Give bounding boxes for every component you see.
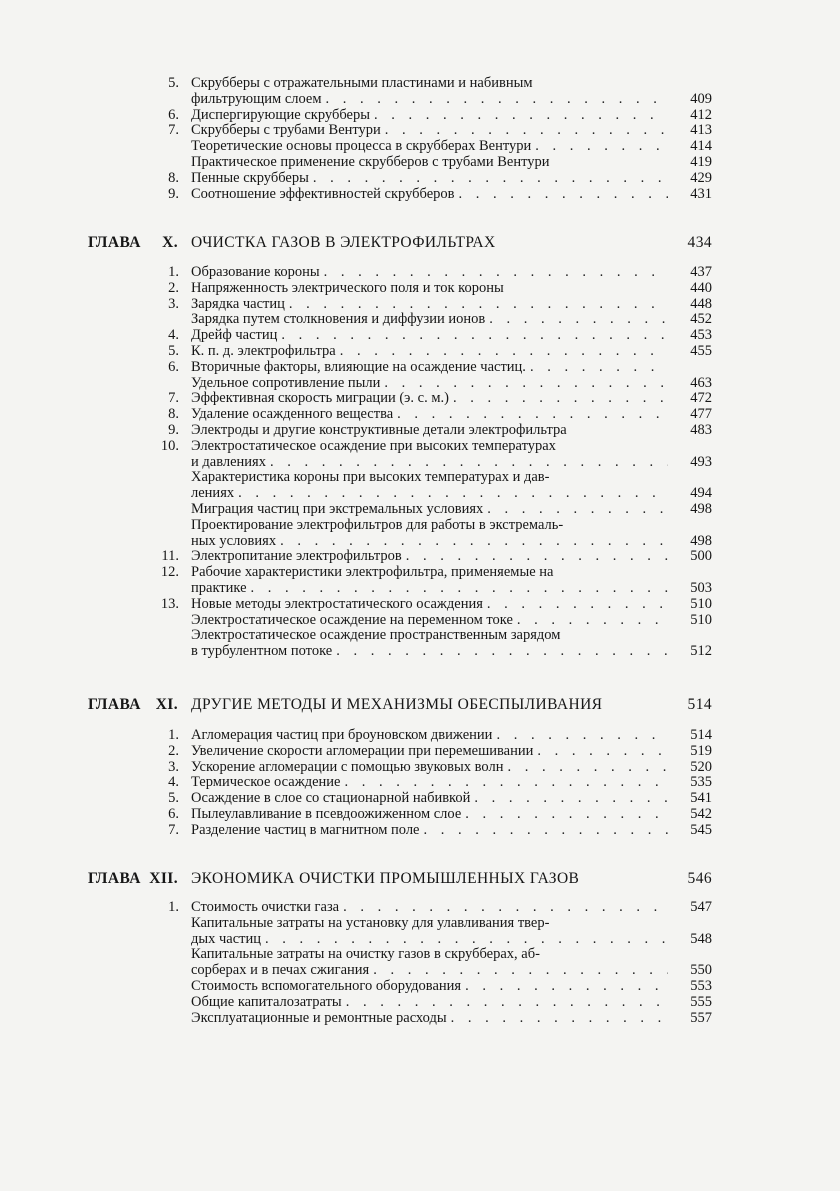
toc-entry xyxy=(88,995,712,1011)
entry-page: 520 xyxy=(690,758,712,775)
chapter-number: X. xyxy=(162,234,178,251)
chapter-word: ГЛАВА xyxy=(88,870,141,887)
toc-entry xyxy=(88,963,712,979)
entry-title-wrap xyxy=(191,92,668,108)
entry-title: лениях xyxy=(191,486,235,502)
entry-title-wrap xyxy=(191,312,668,328)
toc-entry xyxy=(88,486,712,502)
entry-title: Электростатическое осаждение на переменном токе xyxy=(191,612,513,628)
toc-section-other-methods xyxy=(88,728,712,839)
toc-entry xyxy=(88,502,712,518)
toc-entry xyxy=(88,123,712,139)
toc-entry xyxy=(88,360,712,376)
toc-entry xyxy=(88,187,712,203)
entry-page: 512 xyxy=(690,643,712,660)
entry-number: 4. xyxy=(168,774,179,791)
entry-page: 448 xyxy=(690,295,712,312)
entry-number: 1. xyxy=(168,899,179,915)
leader-dots xyxy=(322,92,668,108)
entry-title: Увеличение скорости агломерации при перемешивании xyxy=(191,743,534,759)
entry-title-wrap xyxy=(191,995,668,1011)
toc-entry xyxy=(88,807,712,823)
entry-title-wrap xyxy=(191,123,668,139)
entry-title: Проектирование электрофильтров для работы в экстремаль- xyxy=(191,517,564,533)
entry-page: 477 xyxy=(690,406,712,423)
toc-entry xyxy=(88,775,712,791)
entry-number: 8. xyxy=(168,406,179,423)
entry-number: 6. xyxy=(168,805,179,822)
entry-title: Капитальные затраты на установку для улавливания твер- xyxy=(191,915,550,931)
entry-title: Электростатическое осаждение пространственным зарядом xyxy=(191,628,561,644)
chapter-title: ЭКОНОМИКА ОЧИСТКИ ПРОМЫШЛЕННЫХ ГАЗОВ xyxy=(191,870,580,887)
leader-dots xyxy=(455,187,669,203)
entry-title-wrap xyxy=(191,963,668,979)
chapter-page: 546 xyxy=(687,870,712,887)
leader-dots xyxy=(461,807,668,823)
entry-page: 557 xyxy=(690,1009,712,1026)
toc-entry xyxy=(88,439,712,455)
leader-dots xyxy=(485,312,668,328)
toc-entry xyxy=(88,581,712,597)
chapter-page: 434 xyxy=(687,234,712,251)
entry-title-wrap xyxy=(191,760,668,776)
entry-title: Разделение частиц в магнитном поле xyxy=(191,822,420,838)
entry-title-wrap xyxy=(191,1011,668,1027)
chapter-title: ДРУГИЕ МЕТОДЫ И МЕХАНИЗМЫ ОБЕСПЫЛИВАНИЯ xyxy=(191,696,603,713)
leader-dots xyxy=(261,932,668,948)
entry-title: Пенные скрубберы xyxy=(191,170,309,186)
entry-title-wrap xyxy=(191,644,668,660)
entry-page: 412 xyxy=(690,106,712,123)
leader-dots xyxy=(483,502,668,518)
toc-entry xyxy=(88,744,712,760)
entry-page: 503 xyxy=(690,579,712,596)
entry-number: 9. xyxy=(168,421,179,438)
toc-entry xyxy=(88,597,712,613)
entry-page: 555 xyxy=(690,993,712,1010)
leader-dots xyxy=(332,644,668,660)
leader-dots xyxy=(470,791,668,807)
entry-title: Электроды и другие конструктивные детали электрофильтра xyxy=(191,422,567,438)
entry-title: и давлениях xyxy=(191,454,266,470)
entry-number: 5. xyxy=(168,790,179,807)
entry-number: 3. xyxy=(168,295,179,312)
chapter-word: ГЛАВА xyxy=(88,234,141,251)
leader-dots xyxy=(447,1011,668,1027)
leader-dots xyxy=(266,455,668,471)
entry-title: Пылеулавливание в псевдоожиженном слое xyxy=(191,806,462,822)
entry-title: Напряженность электрического поля и ток короны xyxy=(191,280,504,296)
entry-page: 510 xyxy=(690,611,712,628)
entry-page: 472 xyxy=(690,390,712,407)
entry-number: 1. xyxy=(168,264,179,280)
entry-title-wrap xyxy=(191,916,668,932)
toc-entry xyxy=(88,900,712,916)
entry-page: 548 xyxy=(690,930,712,947)
entry-title: Электростатическое осаждение при высоких температурах xyxy=(191,438,556,454)
entry-title-wrap xyxy=(191,518,668,534)
toc-entry xyxy=(88,979,712,995)
entry-title-wrap xyxy=(191,439,668,455)
entry-page: 452 xyxy=(690,311,712,328)
entry-title: Рабочие характеристики электрофильтра, применяемые на xyxy=(191,565,554,581)
entry-number: 7. xyxy=(168,390,179,407)
entry-title: Эффективная скорость миграции (э. с. м.) xyxy=(191,391,449,407)
leader-dots xyxy=(369,963,668,979)
entry-title: Дрейф частиц xyxy=(191,328,278,344)
entry-title-wrap xyxy=(191,139,668,155)
entry-page: 553 xyxy=(690,977,712,994)
entry-page: 514 xyxy=(690,727,712,743)
entry-title: Осаждение в слое со стационарной набивкой xyxy=(191,791,471,807)
leader-dots xyxy=(309,171,668,187)
entry-number: 13. xyxy=(160,595,179,612)
chapter-10-heading xyxy=(88,233,712,253)
entry-title-wrap xyxy=(191,407,668,423)
leader-dots xyxy=(393,407,668,423)
entry-title-wrap xyxy=(191,823,668,839)
entry-title: Зарядка частиц xyxy=(191,296,285,312)
toc-entry xyxy=(88,644,712,660)
entry-title: Вторичные факторы, влияющие на осаждение частиц. xyxy=(191,359,526,375)
chapter-number: XI. xyxy=(155,696,178,713)
entry-page: 455 xyxy=(690,342,712,359)
entry-title: Диспергирующие скрубберы xyxy=(191,107,370,123)
entry-title: Электропитание электрофильтров xyxy=(191,549,402,565)
entry-page: 550 xyxy=(690,962,712,979)
entry-page: 463 xyxy=(690,374,712,391)
toc-entry xyxy=(88,265,712,281)
entry-number: 4. xyxy=(168,327,179,344)
entry-title: Практическое применение скрубберов с трубами Вентури xyxy=(191,154,550,170)
entry-title: Характеристика короны при высоких температурах и дав- xyxy=(191,470,550,486)
chapter-page: 514 xyxy=(687,696,712,713)
entry-page: 498 xyxy=(690,500,712,517)
entry-number: 7. xyxy=(168,821,179,838)
toc-entry xyxy=(88,108,712,124)
entry-number: 5. xyxy=(168,75,179,91)
leader-dots xyxy=(526,360,668,376)
entry-page: 414 xyxy=(690,138,712,155)
entry-page: 541 xyxy=(690,790,712,807)
entry-title: Новые методы электростатического осаждения xyxy=(191,596,483,612)
entry-title-wrap xyxy=(191,155,668,171)
leader-dots xyxy=(234,486,668,502)
entry-title-wrap xyxy=(191,565,668,581)
entry-title-wrap xyxy=(191,549,668,565)
entry-number: 3. xyxy=(168,758,179,775)
entry-number: 8. xyxy=(168,169,179,186)
entry-title-wrap xyxy=(191,328,668,344)
entry-title-wrap xyxy=(191,775,668,791)
entry-title-wrap xyxy=(191,628,668,644)
chapter-word: ГЛАВА xyxy=(88,696,141,713)
leader-dots xyxy=(340,775,668,791)
toc-entry xyxy=(88,518,712,534)
entry-title-wrap xyxy=(191,265,668,281)
entry-page: 535 xyxy=(690,774,712,791)
toc-section-economics xyxy=(88,900,712,1026)
entry-title-wrap xyxy=(191,486,668,502)
entry-title: К. п. д. электрофильтра xyxy=(191,343,336,359)
entry-title-wrap xyxy=(191,391,668,407)
leader-dots xyxy=(276,534,668,550)
leader-dots xyxy=(461,979,668,995)
entry-title-wrap xyxy=(191,900,668,916)
entry-number: 2. xyxy=(168,279,179,296)
toc-entry xyxy=(88,565,712,581)
entry-page: 510 xyxy=(690,595,712,612)
entry-page: 419 xyxy=(690,153,712,170)
leader-dots xyxy=(420,823,669,839)
toc-entry xyxy=(88,423,712,439)
toc-entry xyxy=(88,139,712,155)
entry-title: Общие капиталозатраты xyxy=(191,994,342,1010)
entry-title: Скрубберы с трубами Вентури xyxy=(191,123,381,139)
entry-title: Скрубберы с отражательными пластинами и набивным xyxy=(191,76,533,91)
toc-entry xyxy=(88,916,712,932)
entry-number: 9. xyxy=(168,185,179,202)
entry-page: 413 xyxy=(690,122,712,139)
toc-entry xyxy=(88,281,712,297)
entry-page: 498 xyxy=(690,532,712,549)
entry-title-wrap xyxy=(191,932,668,948)
toc-entry xyxy=(88,376,712,392)
entry-page: 429 xyxy=(690,169,712,186)
toc-section-scrubbers xyxy=(88,76,712,202)
toc-entry xyxy=(88,549,712,565)
entry-title-wrap xyxy=(191,281,668,297)
toc-entry xyxy=(88,791,712,807)
entry-number: 1. xyxy=(168,727,179,743)
leader-dots xyxy=(402,549,668,565)
entry-number: 7. xyxy=(168,122,179,139)
leader-dots xyxy=(531,139,668,155)
entry-title: фильтрующим слоем xyxy=(191,91,322,107)
leader-dots xyxy=(533,744,668,760)
entry-title: Удельное сопротивление пыли xyxy=(191,375,381,391)
leader-dots xyxy=(380,376,668,392)
entry-number: 6. xyxy=(168,358,179,375)
entry-title: Эксплуатационные и ремонтные расходы xyxy=(191,1010,447,1026)
toc-entry xyxy=(88,470,712,486)
entry-number: 2. xyxy=(168,742,179,759)
entry-title: Миграция частиц при экстремальных условиях xyxy=(191,501,484,517)
entry-page: 493 xyxy=(690,453,712,470)
entry-title: сорберах и в печах сжигания xyxy=(191,963,370,979)
chapter-number: XII. xyxy=(149,870,178,887)
entry-title-wrap xyxy=(191,76,668,92)
toc-entry xyxy=(88,823,712,839)
chapter-11-heading xyxy=(88,695,712,715)
leader-dots xyxy=(381,123,668,139)
entry-title-wrap xyxy=(191,744,668,760)
toc-entry xyxy=(88,297,712,313)
entry-page: 542 xyxy=(690,805,712,822)
toc-entry xyxy=(88,455,712,471)
entry-page: 483 xyxy=(690,421,712,438)
entry-number: 12. xyxy=(160,564,179,581)
entry-title: Термическое осаждение xyxy=(191,775,341,791)
entry-page: 500 xyxy=(690,548,712,565)
toc-section-electrofilters xyxy=(88,265,712,660)
entry-title: Соотношение эффективностей скрубберов xyxy=(191,186,455,202)
entry-title: практике xyxy=(191,580,247,596)
toc-entry xyxy=(88,613,712,629)
leader-dots xyxy=(492,728,668,744)
entry-number: 10. xyxy=(160,437,179,454)
toc-entry xyxy=(88,932,712,948)
entry-title-wrap xyxy=(191,613,668,629)
entry-title: в турбулентном потоке xyxy=(191,644,333,660)
entry-title-wrap xyxy=(191,502,668,518)
entry-page: 547 xyxy=(690,899,712,915)
toc-entry xyxy=(88,760,712,776)
toc-entry xyxy=(88,312,712,328)
leader-dots xyxy=(342,995,668,1011)
entry-title-wrap xyxy=(191,108,668,124)
entry-title: Теоретические основы процесса в скрубберах Вентури xyxy=(191,139,532,155)
leader-dots xyxy=(503,760,668,776)
entry-page: 519 xyxy=(690,742,712,759)
entry-number: 11. xyxy=(161,548,179,565)
entry-title: Стоимость вспомогательного оборудования xyxy=(191,978,462,994)
entry-title-wrap xyxy=(191,297,668,313)
entry-title: Ускорение агломерации с помощью звуковых волн xyxy=(191,759,504,775)
entry-title: Капитальные затраты на очистку газов в скрубберах, аб- xyxy=(191,947,540,963)
entry-title-wrap xyxy=(191,171,668,187)
leader-dots xyxy=(277,328,668,344)
entry-title-wrap xyxy=(191,344,668,360)
leader-dots xyxy=(483,597,668,613)
entry-title-wrap xyxy=(191,791,668,807)
entry-number: 6. xyxy=(168,106,179,123)
entry-number: 5. xyxy=(168,342,179,359)
entry-page: 494 xyxy=(690,485,712,502)
leader-dots xyxy=(370,108,668,124)
entry-title: ных условиях xyxy=(191,533,277,549)
toc-entry xyxy=(88,947,712,963)
entry-page: 437 xyxy=(690,264,712,280)
toc-entry xyxy=(88,92,712,108)
leader-dots xyxy=(513,613,668,629)
entry-title-wrap xyxy=(191,728,668,744)
entry-page: 440 xyxy=(690,279,712,296)
entry-title-wrap xyxy=(191,807,668,823)
entry-title-wrap xyxy=(191,470,668,486)
entry-page: 545 xyxy=(690,821,712,838)
entry-page: 431 xyxy=(690,185,712,202)
entry-page: 453 xyxy=(690,327,712,344)
toc-entry xyxy=(88,76,712,92)
entry-title-wrap xyxy=(191,534,668,550)
entry-page: 409 xyxy=(690,90,712,107)
entry-title: дых частиц xyxy=(191,931,262,947)
entry-title-wrap xyxy=(191,187,668,203)
leader-dots xyxy=(449,391,668,407)
leader-dots xyxy=(285,297,668,313)
entry-title-wrap xyxy=(191,979,668,995)
entry-title-wrap xyxy=(191,581,668,597)
toc-entry xyxy=(88,1011,712,1027)
entry-title-wrap xyxy=(191,947,668,963)
toc-entry xyxy=(88,391,712,407)
leader-dots xyxy=(320,265,668,281)
leader-dots xyxy=(247,581,668,597)
toc-entry xyxy=(88,407,712,423)
entry-title-wrap xyxy=(191,455,668,471)
entry-title: Зарядка путем столкновения и диффузии ионов xyxy=(191,312,486,328)
toc-entry xyxy=(88,344,712,360)
toc-entry xyxy=(88,155,712,171)
leader-dots xyxy=(339,900,668,916)
entry-title-wrap xyxy=(191,360,668,376)
entry-title-wrap xyxy=(191,597,668,613)
toc-entry xyxy=(88,628,712,644)
toc-entry xyxy=(88,534,712,550)
entry-title-wrap xyxy=(191,423,668,439)
chapter-title: ОЧИСТКА ГАЗОВ В ЭЛЕКТРОФИЛЬТРАХ xyxy=(191,234,496,251)
leader-dots xyxy=(336,344,668,360)
toc-entry xyxy=(88,728,712,744)
entry-title-wrap xyxy=(191,376,668,392)
entry-title: Стоимость очистки газа xyxy=(191,900,340,915)
chapter-12-heading xyxy=(88,869,712,889)
toc-entry xyxy=(88,328,712,344)
toc-entry xyxy=(88,171,712,187)
entry-title: Агломерация частиц при броуновском движении xyxy=(191,728,493,743)
entry-title: Образование короны xyxy=(191,265,320,280)
entry-title: Удаление осажденного вещества xyxy=(191,407,394,423)
